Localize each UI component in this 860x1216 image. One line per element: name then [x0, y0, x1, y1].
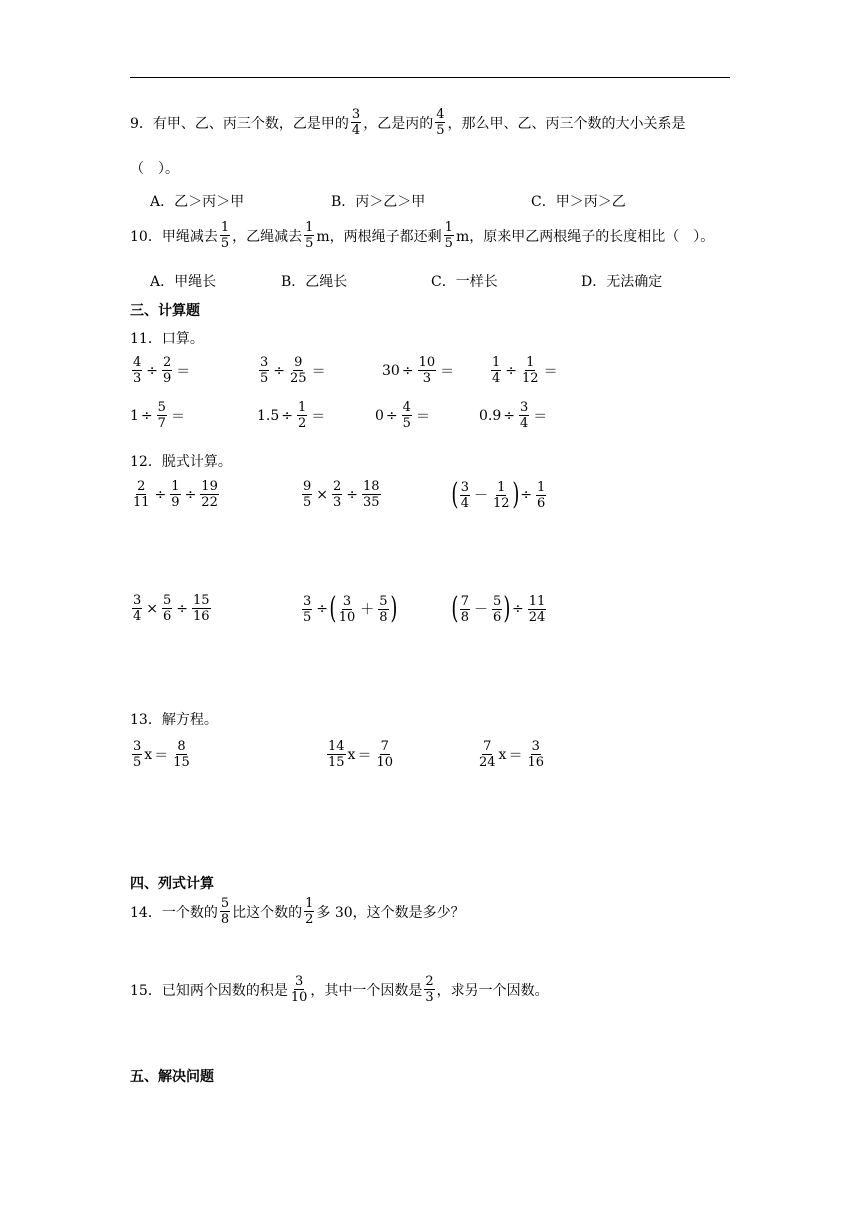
fraction: $\frac{1}{5}$	[305, 220, 314, 251]
question-9: 9． 有甲、乙、丙三个数，乙是甲的 $\frac{3}{4}$ ，乙是丙的 $\frac{4}{5}$ ，那么甲、乙、丙三个数的大小关系是	[130, 107, 686, 138]
q9-blank: （ ）。	[130, 161, 179, 177]
question-14: 14． 一个数的 $\frac{5}{8}$ 比这个数的 $\frac{1}{2}$ 多 30，这个数是多少？	[130, 896, 465, 927]
equation: $\frac{14}{15}$ x ＝ $\frac{7}{10}$	[328, 739, 393, 770]
oral-item: 0.9 ÷ $\frac{3}{4}$ ＝	[479, 400, 548, 431]
calc-expression: $\frac{9}{5}$ × $\frac{2}{3}$ ÷ $\frac{18}{35}$	[303, 479, 380, 510]
q12-label: 12．脱式计算。	[130, 454, 232, 470]
section-heading-4: 四、列式计算	[130, 876, 214, 892]
calc-expression: ( $\frac{3}{4}$ － $\frac{1}{12}$ ) ÷ $\frac{1}{6}$	[451, 477, 546, 512]
fraction: $\frac{1}{5}$	[220, 220, 230, 251]
section-heading-5: 五、解决问题	[130, 1069, 214, 1085]
q9-number: 9．	[130, 115, 153, 132]
fraction: $\frac{4}{5}$	[436, 107, 445, 138]
oral-item: 1 ÷ $\frac{5}{7}$ ＝	[130, 400, 185, 431]
section-heading-3: 三、计算题	[130, 303, 200, 319]
fraction: $\frac{3}{4}$	[351, 107, 361, 138]
equation: $\frac{3}{5}$ x ＝ $\frac{8}{15}$	[133, 739, 190, 770]
oral-item: $\frac{1}{4}$ ÷ $\frac{1}{12}$ ＝	[492, 355, 558, 386]
calc-expression: $\frac{3}{5}$ ÷ ( $\frac{3}{10}$ ＋ $\frac{5}{8}$ )	[303, 591, 397, 626]
q10-option-b: B．乙绳长	[281, 274, 348, 290]
oral-item: $\frac{4}{3}$ ÷ $\frac{2}{9}$ ＝	[133, 355, 191, 386]
calc-expression: $\frac{2}{11}$ ÷ $\frac{1}{9}$ ÷ $\frac{19}{22}$	[133, 479, 218, 510]
calc-expression: $\frac{3}{4}$ × $\frac{5}{6}$ ÷ $\frac{15}{16}$	[133, 593, 210, 624]
q11-label: 11．口算。	[130, 331, 204, 347]
header-rule	[130, 77, 730, 78]
q9-option-b: B．丙＞乙＞甲	[331, 194, 426, 210]
q9-option-a: A．乙＞丙＞甲	[150, 194, 245, 210]
q13-label: 13．解方程。	[130, 712, 218, 728]
q10-option-a: A．甲绳长	[150, 274, 217, 290]
oral-item: 30 ÷ $\frac{10}{3}$ ＝	[382, 355, 455, 386]
oral-item: 0 ÷ $\frac{4}{5}$ ＝	[375, 400, 430, 431]
q10-option-c: C．一样长	[431, 274, 498, 290]
calc-expression: ( $\frac{7}{8}$ － $\frac{5}{6}$ ) ÷ $\frac{11}{24}$	[451, 591, 546, 626]
equation: $\frac{7}{24}$ x ＝ $\frac{3}{16}$	[479, 739, 544, 770]
oral-item: $\frac{3}{5}$ ÷ $\frac{9}{25}$ ＝	[260, 355, 326, 386]
q9-option-c: C．甲＞丙＞乙	[531, 194, 626, 210]
question-15: 15． 已知两个因数的积是 $\frac{3}{10}$ ，其中一个因数是 $\frac{2}{3}$ ，求另一个因数。	[130, 974, 549, 1005]
fraction: $\frac{1}{5}$	[444, 220, 453, 251]
q10-option-d: D．无法确定	[581, 274, 663, 290]
question-10: 10． 甲绳减去 $\frac{1}{5}$ ，乙绳减去 $\frac{1}{5}$ m，两根绳子都还剩 $\frac{1}{5}$ m，原来甲乙两根绳子的长度相比（ ）。	[130, 220, 715, 251]
oral-item: 1.5 ÷ $\frac{1}{2}$ ＝	[257, 400, 326, 431]
